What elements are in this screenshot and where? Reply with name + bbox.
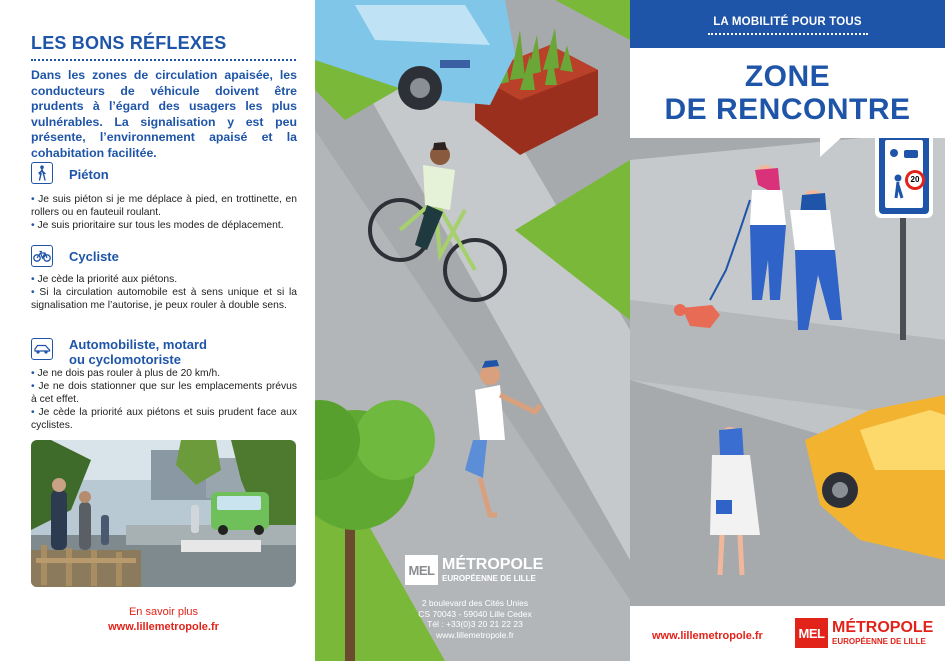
list-item: • Je ne dois pas rouler à plus de 20 km/h.: [31, 368, 221, 379]
intro-text: Dans les zones de circulation apaisée, les conducteurs de véhicule doivent être prudents à l’égard des usagers les plus vulnérables. La signalisation y est peu présente, l’environnement apaisé et la cohabitation facilitée.: [31, 68, 297, 160]
list-item: • Je cède la priorité aux piétons.: [31, 274, 178, 285]
logo-line2: EUROPÉENNE DE LILLE: [832, 637, 926, 646]
section-title-automobiliste: Automobiliste, motard ou cyclomotoriste: [69, 337, 207, 367]
logo-line1: MÉTROPOLE: [442, 556, 544, 573]
section-body-cycliste: [31, 273, 297, 312]
address-block: [385, 598, 565, 640]
zone-rencontre-sign: [875, 130, 933, 218]
list-item: • Je suis prioritaire sur tous les modes de déplacement.: [31, 220, 284, 231]
list-item: • Si la circulation automobile est à sens unique et si la signalisation me l’autorise, je peux rouler à double sens.: [31, 287, 298, 311]
list-item: • Je cède la priorité aux piétons et suis prudent face aux cyclistes.: [31, 407, 298, 431]
car-icon: [31, 338, 53, 360]
section-title-cycliste: Cycliste: [69, 249, 119, 264]
left-panel: [0, 0, 315, 661]
address-line: 2 boulevard des Cités Unies: [421, 598, 529, 608]
bicycle-icon: [31, 245, 53, 267]
mel-logo-footer: [795, 618, 933, 648]
footer-website-link[interactable]: www.lillemetropole.fr: [652, 630, 763, 642]
right-panel: [630, 0, 945, 661]
street-photo: [31, 440, 296, 587]
mel-mark: MEL: [795, 618, 828, 648]
address-line: CS 70043 - 59040 Lille Cedex: [418, 608, 532, 619]
panel-title: LES BONS RÉFLEXES: [31, 33, 227, 53]
section-body-automobiliste: [31, 367, 297, 432]
website-link[interactable]: www.lillemetropole.fr: [108, 621, 219, 633]
tagline-dots: [708, 33, 868, 35]
dotted-divider: [31, 59, 296, 61]
list-item: • Je ne dois stationner que sur les emplacements prévus à cet effet.: [31, 381, 297, 405]
logo-line2: EUROPÉENNE DE LILLE: [442, 574, 536, 583]
mel-logo: [405, 555, 543, 585]
tagline: LA MOBILITÉ POUR TOUS: [713, 16, 862, 28]
list-item: • Je suis piéton si je me déplace à pied, en trottinette, en rollers ou en fauteuil roulant.: [31, 194, 297, 218]
pedestrian-icon: [31, 162, 53, 184]
section-body-pieton: [31, 193, 297, 232]
speed-limit-value: 20: [910, 175, 920, 184]
cover-title-line1: ZONE: [744, 60, 831, 93]
cover-title-line2: DE RENCONTRE: [664, 93, 911, 126]
phone-line: Tél : +33(0)3 20 21 22 23: [427, 619, 523, 629]
logo-line1: MÉTROPOLE: [832, 619, 934, 636]
middle-panel: [315, 0, 630, 661]
address-url[interactable]: www.lillemetropole.fr: [436, 629, 514, 640]
section-title-pieton: Piéton: [69, 167, 109, 182]
bubble-tail: [820, 137, 842, 157]
learn-more-label: En savoir plus: [128, 606, 199, 618]
cover-footer: [630, 606, 945, 661]
mel-mark: MEL: [405, 555, 438, 585]
